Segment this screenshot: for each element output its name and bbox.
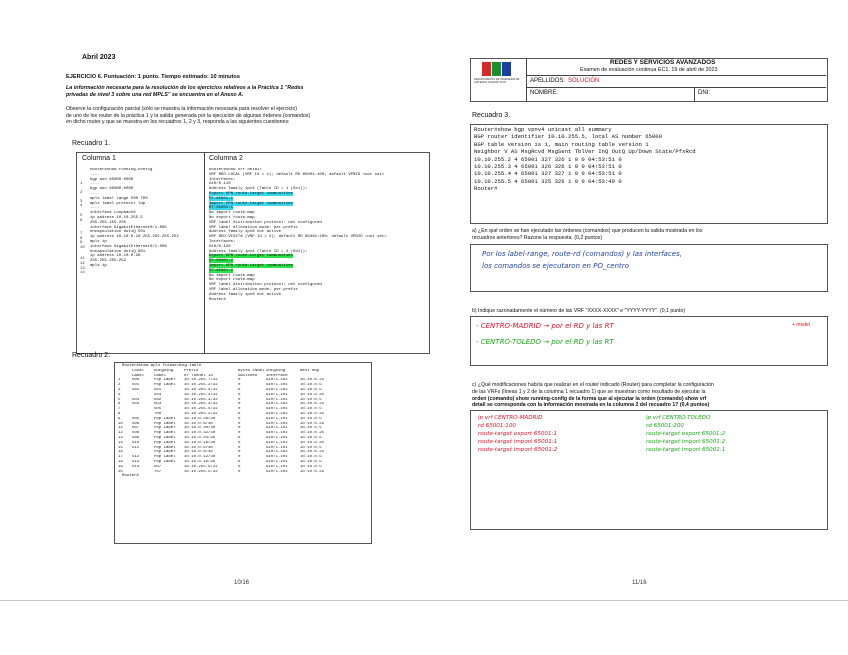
table-header-cell: Prefix (184, 368, 199, 373)
table-cell: Pop Label (154, 440, 176, 445)
table-cell: 10.10.0.16/30 (184, 440, 216, 445)
table-cell: 10.10.255.2/32 (184, 383, 218, 388)
table-cell: 10.10.0.30/30 (184, 426, 216, 431)
right-page (458, 40, 838, 600)
table-cell: 0 (238, 421, 241, 426)
table-cell: 0 (238, 411, 241, 416)
table-cell: Gi0/1.101 (266, 435, 288, 440)
intro-text: La información necesaria para la resolución de los ejercicios relativos a la Práctica 1 "Redes privadas de nivel 3 sobre una red MPLS" se encuentra en el Anexo A. (66, 85, 304, 98)
table-header-cell: Outgoing (154, 368, 174, 373)
table-cell: 10.10.0.5 (300, 383, 322, 388)
answer-a: Por los label-range, route-rd (comandos) y las interfaces, los comandos se ejecutaron en PO_centro (482, 250, 682, 270)
table-cell: Gi0/1.102 (266, 469, 288, 474)
table-cell: 0 (238, 402, 241, 407)
table-cell: Gi0/1.101 (266, 445, 288, 450)
table-cell: 10.10.0.25 (300, 469, 325, 474)
logo-mark (482, 62, 512, 76)
table-cell: 10.10.255.4/32 (184, 387, 218, 392)
highlight-import: Import VPN route-target communities (209, 201, 294, 206)
table-cell: Pop Label (154, 378, 176, 383)
table-cell: 503 (154, 402, 162, 407)
table-cell: 10.10.0.5 (300, 435, 322, 440)
table-cell: 10.10.0.0/30 (184, 450, 213, 455)
left-page (58, 40, 438, 600)
table-cell: 500 (132, 378, 140, 383)
table-cell: Pop Label (154, 459, 176, 464)
table-cell: 0 (238, 440, 241, 445)
col2-title: Columna 2 (209, 155, 243, 162)
page-number-right: 11/16 (632, 580, 647, 586)
table-cell: 507 (154, 464, 162, 469)
table-cell: Gi0/1.102 (266, 402, 288, 407)
table-cell: 11 (118, 426, 123, 431)
highlight-export-rt-2: RT:65001:2 (209, 259, 234, 264)
table-end: Router# (122, 474, 139, 479)
table-cell: Pop Label (154, 431, 176, 436)
table-cell: Gi0/1.102 (266, 440, 288, 445)
table-cell: 10.10.0.8/30 (184, 421, 213, 426)
table-cell: 507 (132, 426, 140, 431)
table-cell: 0 (238, 387, 241, 392)
table-cell: 505 (154, 407, 162, 412)
table-cell: Gi0/1.101 (266, 392, 288, 397)
table-cell: 10.10.0.5 (300, 455, 322, 460)
table-cell: 505 (132, 416, 140, 421)
table-cell: 4 (118, 392, 121, 397)
nombre-label: NOMBRE: (530, 90, 559, 96)
table-cell: 10.10.255.5/32 (184, 407, 218, 412)
table-cell: Gi0/1.102 (266, 411, 288, 416)
table-header-cell: Switched (238, 373, 258, 378)
table-cell: 501 (132, 383, 140, 388)
table-cell: 3 (118, 387, 121, 392)
table-cell: 6 (118, 402, 121, 407)
table-cell: 17 (118, 455, 123, 460)
table-cell: 0 (238, 383, 241, 388)
table-cell: Pop Label (154, 426, 176, 431)
highlight-export: Export VPN route-target communities (209, 191, 294, 196)
table-cell: 10.10.0.25 (300, 411, 325, 416)
table-cell: 707 (154, 469, 162, 474)
apellidos-label: APELLIDOS: (530, 78, 566, 84)
table-cell: 10 (118, 421, 123, 426)
table-cell: 15 (118, 445, 123, 450)
table-cell: 508 (132, 431, 140, 436)
table-cell: 0 (238, 407, 241, 412)
table-cell: 5 (118, 397, 121, 402)
table-cell: 10.10.0.25 (300, 392, 325, 397)
table-cell: 10.10.0.12/30 (184, 455, 216, 460)
table-cell: 10.10.255.2/32 (184, 411, 218, 416)
table-cell: Gi0/1.101 (266, 426, 288, 431)
table-cell: 504 (132, 402, 140, 407)
table-cell: Gi0/1.102 (266, 387, 288, 392)
table-cell: 0 (238, 416, 241, 421)
table-cell: 10.10.0.32/30 (184, 431, 216, 436)
table-cell: 10.10.0.5 (300, 459, 322, 464)
question-b: b) Indique razonadamente el número de las VRF "XXXX-XXXX" e "YYYY-YYYY". (0,1 punto) (472, 308, 686, 314)
table-cell: 10.10.0.20/30 (184, 416, 216, 421)
table-cell: 18 (118, 459, 123, 464)
table-cell: Gi0/1.101 (266, 459, 288, 464)
table-cell: 0 (238, 392, 241, 397)
observe-text: Observe la configuración parcial (sólo se muestra la información necesaria para resolver el ejercicio) de uno de los router de la práctica 1 y la salida generada por la ejecución de algunas órdenes (comandos) en dicho router y que se muestra en los recuadros 1, 2 y 3, responda a las siguientes cuestiones: (66, 106, 311, 126)
table-cell: 10.10.0.5 (300, 397, 322, 402)
table-cell: 10.10.0.5 (300, 464, 322, 469)
table-cell: 10.10.255.3/32 (184, 402, 218, 407)
logo (476, 62, 520, 76)
table-command: Router#show mpls forwarding-table (122, 364, 202, 368)
table-cell: Pop Label (154, 383, 176, 388)
exercise-heading: EJERCICIO 6. Puntuación: 1 punto. Tiempo estimado: 10 minutos (66, 74, 240, 80)
highlight-import-rt-2: RT:65001:2 (209, 268, 234, 273)
table-cell: Gi0/1.102 (266, 378, 288, 383)
answer-b-mark: + medel (792, 322, 810, 328)
table-cell: 19 (118, 464, 123, 469)
table-cell: 13 (118, 435, 123, 440)
exam-subtitle: Examen de evaluación continua EC1. 19 de abril de 2023 (580, 67, 718, 73)
table-cell: Pop Label (154, 445, 176, 450)
table-cell: 12 (118, 431, 123, 436)
table-cell: 501 (154, 387, 162, 392)
table-cell: 10.10.255.5/32 (184, 464, 218, 469)
table-cell: Gi0/1.101 (266, 455, 288, 460)
table-row (118, 470, 368, 475)
table-cell: 509 (132, 435, 140, 440)
table-header-cell: Next Hop (300, 368, 320, 373)
table-cell: Pop Label (154, 416, 176, 421)
table-cell: 511 (132, 445, 140, 450)
table-cell: 7 (118, 407, 121, 412)
table-cell: 10.10.0.5 (300, 416, 322, 421)
apellidos-value: SOLUCIÓN (568, 78, 600, 84)
table-header-cell: Label (154, 373, 167, 378)
table-cell: Gi0/1.101 (266, 407, 288, 412)
table-cell: 10.10.0.0/30 (184, 445, 213, 450)
header-rule-1 (526, 75, 826, 76)
table-cell: 10.10.255.7/32 (184, 378, 218, 383)
table-cell: 10.10.0.5 (300, 445, 322, 450)
highlight-import-2: Import VPN route-target communities (209, 263, 294, 268)
answer-b-1: - CENTRO-MADRID → por el RD y las RT (476, 322, 614, 330)
table-cell: 514 (132, 464, 140, 469)
table-cell: 503 (132, 397, 140, 402)
table-cell: Gi0/1.102 (266, 431, 288, 436)
highlight-export-rt: RT:65001:1 (209, 196, 234, 201)
table-cell: 502 (132, 387, 140, 392)
table-cell: 0 (238, 435, 241, 440)
dni-divider (694, 87, 695, 101)
answer-c-right: ip vrf CENTRO-TOLEDO rd 65001:200 route-target export 65001:2 route-target import 65001:2 route-target import 65001:1 (646, 415, 726, 453)
mpls-table (118, 364, 368, 479)
col1-numbers: 1 2 3 4 5 6 7 8 9 10 11 12 13 14 (80, 182, 85, 276)
table-cell: Pop Label (154, 421, 176, 426)
table-cell: 0 (238, 464, 241, 469)
table-cell: 10.10.0.5 (300, 387, 322, 392)
table-cell: Gi0/1.101 (266, 416, 288, 421)
box1-divider (204, 152, 205, 353)
table-cell: 506 (132, 421, 140, 426)
table-cell: 502 (154, 397, 162, 402)
table-cell: Gi0/1.102 (266, 450, 288, 455)
table-cell: 0 (238, 426, 241, 431)
table-cell: 10.10.0.16/30 (184, 459, 216, 464)
table-cell: Pop Label (154, 450, 176, 455)
table-cell: 0 (238, 445, 241, 450)
highlight-import-rt: RT:65001:1 (209, 206, 234, 211)
bottom-rule (0, 600, 848, 601)
question-c: c) ¿Qué modificaciones habría que realizar en el router indicado (Router) para completar la configuración de las VRFs (líneas 1 y 2 de la columna 1 recuadro 1) que se muestran como resultado de ejecutar la orden (comando) show running-config de la forma que al ejecutar la orden (comando) show vrf detail se corresponda con la información mostrada en la columna 2 del recuadro 1? (0,4 puntos) (472, 382, 714, 409)
table-cell: Gi0/1.101 (266, 397, 288, 402)
table-cell: 0 (238, 455, 241, 460)
table-cell: 10.10.255.3/32 (184, 397, 218, 402)
header-rule-2 (526, 87, 826, 88)
question-a: a) ¿En qué orden se han ejecutado las órdenes (comandos) que producen la salida mostrada en los recuadros anteriores? Razone la respuesta. (0,2 puntos) (472, 228, 703, 241)
table-header-cell: interface (266, 373, 288, 378)
table-cell: 10.10.255.4/32 (184, 392, 218, 397)
table-cell: 14 (118, 440, 123, 445)
table-cell: 10.10.255.5/32 (184, 469, 218, 474)
table-cell: 0 (238, 397, 241, 402)
table-cell: Pop Label (154, 455, 176, 460)
box3-title: Recuadro 3. (472, 112, 511, 119)
date-label: Abril 2023 (82, 54, 116, 61)
col1-title: Columna 1 (82, 155, 116, 162)
box1-title: Recuadro 1. (72, 140, 111, 147)
table-header-cell: Local (132, 368, 145, 373)
table-cell: 10.10.0.5 (300, 426, 322, 431)
header-divider (526, 58, 527, 101)
table-cell: 10.10.0.25 (300, 450, 325, 455)
table-header-cell: or Tunnel Id (184, 373, 213, 378)
table-cell: Pop Label (154, 435, 176, 440)
highlight-export-2: Export VPN route-target communities (209, 254, 294, 259)
table-header-cell: Outgoing (266, 368, 286, 373)
table-cell: 10.10.0.5 (300, 407, 322, 412)
table-cell: 700 (154, 411, 162, 416)
box2-title: Recuadro 2. (72, 352, 111, 359)
course-title: REDES Y SERVICIOS AVANZADOS (610, 59, 716, 66)
table-header-cell: Label (132, 373, 145, 378)
table-cell: 1 (118, 378, 121, 383)
table-header-cell: Bytes Label (238, 368, 265, 373)
table-cell: 10.10.0.25 (300, 402, 325, 407)
table-cell: 9 (118, 416, 121, 421)
table-cell: 10.10.0.25 (300, 421, 325, 426)
table-cell: 16 (118, 450, 123, 455)
table-cell: 10.10.0.24/30 (184, 435, 216, 440)
bgp-summary: Router#show bgp vpnv4 unicast all summary BGP router identifier 10.10.255.5, local AS number 65000 BGP table version is 1, main routing table version 1 Neighbor V AS MsgRcvd MsgSent TblVer InQ OutQ Up/Down State/PfxRcd 10.10.255.2 4 65001 327 326 1 0 0 04:53:51 0 10.10.255.3 4 65001 326 326 1 0 0 04:53:51 0 10.10.255.4 4 65001 327 327 1 0 0 04:53:51 0 10.10.255.5 4 65001 325 326 1 0 0 04:53:49 0 Router# (474, 126, 696, 193)
table-cell: 513 (132, 459, 140, 464)
table-cell: 0 (238, 431, 241, 436)
table-cell: 8 (118, 411, 121, 416)
table-cell: 10.10.0.25 (300, 431, 325, 436)
answer-b-2: - CENTRO-TOLEDO → por el RD y las RT (476, 338, 614, 346)
col1-config: Router#show running-config .... bgp asn 65000.0000 .... bgp asn 65000.0000 .... mpls label range 500 700 mpls label protocol ldp .... interface Loopback0 ip address 10.10.255.5 255.255.255.255 interface GigabitEthernet0/1.005 encapsulation dot1Q 501 ip address 10.10.0.10 255.255.255.252 mpls ip interface GigabitEthernet0/1.006 encapsulation dot1Q 601 ip address 10.10.0.26 255.255.255.252 mpls ip (90, 168, 179, 268)
table-cell: 0 (238, 469, 241, 474)
col2-vrf-detail: Router#show vrf detail VRF RED-LOCAL (VRF Id = 1); default RD 65001:100; default VPNID <not set> Interfaces: Gi0/0.110 Address family ipv4 (Table ID = 1 (0x1)): Export VPN route-target communities RT:65001:1 Import VPN route-target communities RT:65001:1 No import route-map No export route-map VRF label distribution protocol: not configured VRF label allocation mode: per-prefix Address family ipv6 not active VRF RED-VISITA (VRF Id = 2); default RD 65001:200; default VPNID <not set> Interfaces: Gi0/0.120 Address family ipv4 (Table ID = 2 (0x2)): Export VPN route-target communities RT:65001:2 Import VPN route-target communities RT:65001:2 No import route-map No export route-map VRF label distribution protocol: not configured VRF label allocation mode: per-prefix Address family ipv6 not active Router# (209, 168, 387, 302)
table-cell: 503 (154, 392, 162, 397)
table-cell: Gi0/1.101 (266, 383, 288, 388)
page-number-left: 10/16 (234, 580, 250, 586)
table-cell: 0 (238, 378, 241, 383)
table-body (118, 378, 368, 474)
table-cell: 20 (118, 469, 123, 474)
logo-caption: DEPARTAMENTO DE INGENIERÍA DE SISTEMAS TELEMÁTICOS (474, 78, 520, 85)
table-cell: 0 (238, 450, 241, 455)
table-cell: 2 (118, 383, 121, 388)
table-cell: 10.10.0.25 (300, 440, 325, 445)
table-cell: Gi0/1.102 (266, 421, 288, 426)
table-cell: 10.10.0.25 (300, 378, 325, 383)
answer-c-left: ip vrf CENTRO-MADRID rd 65001:100 route-target export 65001:1 route-target import 65001:1 route-target import 65001:2 (478, 415, 558, 453)
dni-label: DNI: (698, 90, 710, 96)
table-cell: Gi0/1.101 (266, 464, 288, 469)
table-cell: 512 (132, 455, 140, 460)
table-cell: 510 (132, 440, 140, 445)
table-cell: 0 (238, 459, 241, 464)
